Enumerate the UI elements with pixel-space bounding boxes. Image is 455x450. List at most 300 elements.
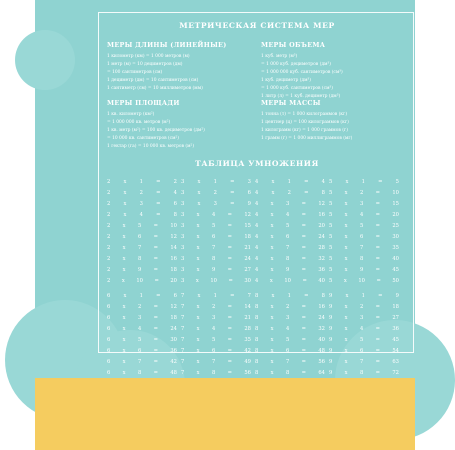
multiplication-row bbox=[329, 337, 399, 348]
times-sign: x bbox=[122, 315, 126, 321]
mass-section bbox=[261, 99, 406, 143]
multiplier: 4 bbox=[211, 212, 216, 218]
multiplication-row bbox=[255, 245, 325, 256]
multiplicand: 5 bbox=[329, 256, 333, 262]
multiplication-row bbox=[329, 201, 399, 212]
product: 36 bbox=[170, 348, 177, 354]
multiplier: 3 bbox=[285, 201, 290, 207]
equals-sign: = bbox=[227, 326, 232, 332]
multiplier: 6 bbox=[359, 348, 364, 354]
multiplicand: 9 bbox=[329, 370, 333, 376]
product: 72 bbox=[392, 370, 399, 376]
multiplier: 3 bbox=[213, 201, 217, 207]
product: 16 bbox=[318, 304, 325, 310]
times-sign: x bbox=[270, 245, 274, 251]
product: 30 bbox=[392, 234, 399, 240]
multiplier: 6 bbox=[285, 234, 290, 240]
times-sign: x bbox=[345, 179, 349, 185]
product: 36 bbox=[392, 326, 399, 332]
multiplier: 6 bbox=[211, 348, 216, 354]
multiplier: 4 bbox=[359, 326, 364, 332]
multiplication-row bbox=[107, 179, 177, 190]
multiplicand: 5 bbox=[329, 267, 333, 273]
multiplicand: 4 bbox=[255, 267, 259, 273]
multiplier: 8 bbox=[137, 256, 142, 262]
area-line: 1 кв. километр (км²) bbox=[107, 112, 155, 117]
multiplicand: 5 bbox=[329, 234, 333, 240]
area-line: 1 кв. метр (м²) = 100 кв. дециметров (дм²) bbox=[107, 128, 205, 133]
multiplicand: 4 bbox=[255, 201, 259, 207]
multiplicand: 9 bbox=[329, 337, 333, 343]
cover-bottom-band bbox=[35, 378, 415, 450]
multiplier: 5 bbox=[359, 223, 364, 229]
multiplier: 2 bbox=[359, 190, 364, 196]
multiplication-row bbox=[255, 278, 325, 289]
product: 2 bbox=[173, 179, 177, 185]
equals-sign: = bbox=[227, 304, 232, 310]
multiplier: 8 bbox=[211, 256, 216, 262]
product: 35 bbox=[392, 245, 399, 251]
equals-sign: = bbox=[154, 278, 159, 284]
times-sign: x bbox=[196, 256, 200, 262]
equals-sign: = bbox=[375, 223, 380, 229]
multiplier: 6 bbox=[137, 234, 142, 240]
multiplication-row bbox=[255, 348, 325, 359]
multiplicand: 7 bbox=[181, 348, 185, 354]
multiplier: 1 bbox=[139, 293, 143, 299]
times-sign: x bbox=[270, 201, 274, 207]
product: 7 bbox=[247, 293, 251, 299]
times-sign: x bbox=[271, 190, 275, 196]
multiplicand: 5 bbox=[329, 190, 333, 196]
multiplier: 7 bbox=[359, 245, 364, 251]
multiplication-row bbox=[181, 223, 251, 234]
equals-sign: = bbox=[227, 348, 232, 354]
times-sign: x bbox=[344, 326, 348, 332]
times-sign: x bbox=[123, 179, 127, 185]
times-sign: x bbox=[122, 370, 126, 376]
multiplier: 6 bbox=[211, 234, 216, 240]
multiplier: 1 bbox=[361, 293, 365, 299]
product: 24 bbox=[244, 256, 251, 262]
times-sign: x bbox=[196, 223, 200, 229]
times-sign: x bbox=[270, 212, 274, 218]
multiplier: 5 bbox=[285, 223, 290, 229]
product: 24 bbox=[318, 315, 325, 321]
equals-sign: = bbox=[227, 234, 232, 240]
product: 9 bbox=[247, 201, 251, 207]
volume-section bbox=[261, 41, 406, 101]
equals-sign: = bbox=[301, 245, 306, 251]
product: 8 bbox=[173, 212, 177, 218]
product: 14 bbox=[244, 304, 251, 310]
product: 30 bbox=[244, 278, 251, 284]
decorative-bubble bbox=[15, 30, 75, 90]
multiplication-row bbox=[255, 190, 325, 201]
equals-sign: = bbox=[227, 337, 232, 343]
product: 4 bbox=[173, 190, 177, 196]
times-sign: x bbox=[197, 179, 201, 185]
multiplication-row bbox=[255, 304, 325, 315]
volume-line: 1 куб. метр (м³) bbox=[261, 54, 298, 59]
length-line: 1 сантиметр (см) = 10 миллиметров (мм) bbox=[107, 86, 203, 91]
mass-line: 1 килограмм (кг) = 1 000 граммов (г) bbox=[261, 128, 348, 133]
multiplication-row bbox=[107, 212, 177, 223]
product: 6 bbox=[247, 190, 251, 196]
multiplication-row bbox=[107, 348, 177, 359]
equals-sign: = bbox=[304, 179, 309, 185]
multiplicand: 4 bbox=[255, 223, 259, 229]
multiplication-row bbox=[181, 337, 251, 348]
product: 4 bbox=[321, 179, 325, 185]
multiplier: 8 bbox=[137, 370, 142, 376]
multiplier: 7 bbox=[211, 245, 216, 251]
multiplicand: 4 bbox=[255, 245, 259, 251]
equals-sign: = bbox=[153, 326, 158, 332]
multiplicand: 2 bbox=[107, 278, 111, 284]
multiplicand: 6 bbox=[107, 337, 111, 343]
volume-line: 1 куб. дециметр (дм³) bbox=[261, 78, 311, 83]
multiplication-row bbox=[255, 293, 325, 304]
product: 45 bbox=[392, 267, 399, 273]
equals-sign: = bbox=[227, 245, 232, 251]
multiplication-row bbox=[181, 348, 251, 359]
equals-sign: = bbox=[230, 201, 235, 207]
multiplier: 2 bbox=[139, 190, 143, 196]
equals-sign: = bbox=[301, 315, 306, 321]
multiplication-row bbox=[329, 256, 399, 267]
equals-sign: = bbox=[375, 337, 380, 343]
multiplier: 8 bbox=[211, 370, 216, 376]
product: 48 bbox=[170, 370, 177, 376]
equals-sign: = bbox=[153, 245, 158, 251]
times-sign: x bbox=[344, 267, 348, 273]
equals-sign: = bbox=[228, 278, 233, 284]
equals-sign: = bbox=[153, 337, 158, 343]
product: 36 bbox=[318, 267, 325, 273]
product: 30 bbox=[170, 337, 177, 343]
multiplicand: 2 bbox=[107, 267, 111, 273]
product: 20 bbox=[318, 223, 325, 229]
equals-sign: = bbox=[156, 190, 161, 196]
metric-title: МЕТРИЧЕСКАЯ СИСТЕМА МЕР bbox=[179, 21, 335, 30]
times-sign: x bbox=[344, 359, 348, 365]
times-sign: x bbox=[196, 245, 200, 251]
times-sign: x bbox=[271, 293, 275, 299]
multiplication-row bbox=[107, 256, 177, 267]
times-sign: x bbox=[270, 223, 274, 229]
multiplicand: 9 bbox=[329, 304, 333, 310]
multiplicand: 4 bbox=[255, 212, 259, 218]
multiplier: 9 bbox=[359, 267, 364, 273]
multiplier: 7 bbox=[137, 245, 142, 251]
product: 16 bbox=[170, 256, 177, 262]
equals-sign: = bbox=[375, 212, 380, 218]
equals-sign: = bbox=[156, 293, 161, 299]
equals-sign: = bbox=[156, 179, 161, 185]
product: 8 bbox=[321, 293, 325, 299]
multiplicand: 4 bbox=[255, 234, 259, 240]
product: 42 bbox=[244, 348, 251, 354]
multiplier: 10 bbox=[358, 278, 365, 284]
multiplicand: 4 bbox=[255, 179, 259, 185]
product: 18 bbox=[392, 304, 399, 310]
product: 21 bbox=[244, 245, 251, 251]
multiplier: 1 bbox=[361, 179, 365, 185]
multiplier: 7 bbox=[285, 359, 290, 365]
multiplicand: 9 bbox=[329, 326, 333, 332]
times-sign: x bbox=[123, 212, 127, 218]
product: 20 bbox=[392, 212, 399, 218]
equals-sign: = bbox=[375, 315, 380, 321]
equals-sign: = bbox=[304, 293, 309, 299]
product: 8 bbox=[321, 190, 325, 196]
multiplication-row bbox=[181, 190, 251, 201]
multiplicand: 6 bbox=[107, 370, 111, 376]
area-line: 1 гектар (га) = 10 000 кв. метров (м²) bbox=[107, 144, 195, 149]
multiplication-row bbox=[255, 223, 325, 234]
equals-sign: = bbox=[227, 223, 232, 229]
multiplier: 4 bbox=[139, 212, 143, 218]
equals-sign: = bbox=[301, 234, 306, 240]
multiplier: 2 bbox=[285, 304, 290, 310]
equals-sign: = bbox=[153, 359, 158, 365]
times-sign: x bbox=[344, 245, 348, 251]
multiplication-row bbox=[181, 245, 251, 256]
multiplicand: 3 bbox=[181, 256, 185, 262]
equals-sign: = bbox=[153, 304, 158, 310]
times-sign: x bbox=[270, 326, 274, 332]
multiplier: 2 bbox=[211, 304, 216, 310]
multiplication-row bbox=[107, 326, 177, 337]
multiplier: 1 bbox=[213, 293, 217, 299]
multiplication-row bbox=[329, 359, 399, 370]
product: 28 bbox=[244, 326, 251, 332]
multiplicand: 2 bbox=[107, 234, 111, 240]
multiplication-row bbox=[181, 278, 251, 289]
product: 25 bbox=[392, 223, 399, 229]
mass-line: 1 грамм (г) = 1 000 миллиграммов (мг) bbox=[261, 136, 353, 141]
product: 20 bbox=[170, 278, 177, 284]
product: 12 bbox=[318, 201, 325, 207]
multiplicand: 5 bbox=[329, 212, 333, 218]
multiplicand: 8 bbox=[255, 293, 259, 299]
equals-sign: = bbox=[375, 234, 380, 240]
product: 24 bbox=[170, 326, 177, 332]
times-sign: x bbox=[270, 337, 274, 343]
times-sign: x bbox=[344, 315, 348, 321]
equals-sign: = bbox=[153, 315, 158, 321]
equals-sign: = bbox=[375, 359, 380, 365]
times-sign: x bbox=[270, 359, 274, 365]
times-sign: x bbox=[270, 315, 274, 321]
times-sign: x bbox=[197, 190, 201, 196]
product: 5 bbox=[395, 179, 399, 185]
product: 50 bbox=[392, 278, 399, 284]
multiplicand: 3 bbox=[181, 223, 185, 229]
area-line: = 1 000 000 кв. метров (м²) bbox=[107, 120, 171, 125]
multiplicand: 2 bbox=[107, 212, 111, 218]
multiplicand: 8 bbox=[255, 337, 259, 343]
product: 64 bbox=[318, 370, 325, 376]
times-sign: x bbox=[344, 212, 348, 218]
times-sign: x bbox=[196, 234, 200, 240]
equals-sign: = bbox=[227, 370, 232, 376]
multiplier: 10 bbox=[210, 278, 217, 284]
multiplier: 9 bbox=[137, 267, 142, 273]
times-sign: x bbox=[122, 337, 126, 343]
product: 63 bbox=[392, 359, 399, 365]
equals-sign: = bbox=[230, 293, 235, 299]
times-sign: x bbox=[344, 223, 348, 229]
multiplication-row bbox=[329, 278, 399, 289]
equals-sign: = bbox=[375, 370, 380, 376]
multiplication-row bbox=[181, 256, 251, 267]
multiplication-row bbox=[329, 315, 399, 326]
times-sign: x bbox=[122, 348, 126, 354]
multiplier: 7 bbox=[359, 359, 364, 365]
multiplier: 3 bbox=[139, 201, 143, 207]
multiplication-row bbox=[329, 223, 399, 234]
multiplier: 8 bbox=[285, 370, 290, 376]
product: 56 bbox=[318, 359, 325, 365]
multiplication-row bbox=[329, 190, 399, 201]
multiplier: 4 bbox=[285, 326, 290, 332]
times-sign: x bbox=[344, 201, 348, 207]
volume-heading: МЕРЫ ОБЪЕМА bbox=[261, 41, 326, 49]
product: 3 bbox=[247, 179, 251, 185]
product: 10 bbox=[170, 223, 177, 229]
equals-sign: = bbox=[230, 190, 235, 196]
multiplication-row bbox=[107, 201, 177, 212]
product: 48 bbox=[318, 348, 325, 354]
times-sign: x bbox=[270, 234, 274, 240]
length-line: 1 метр (м) = 10 дециметров (дм) bbox=[107, 62, 183, 67]
multiplier: 1 bbox=[287, 293, 291, 299]
equals-sign: = bbox=[375, 245, 380, 251]
multiplier: 2 bbox=[137, 304, 142, 310]
product: 32 bbox=[318, 326, 325, 332]
multiplication-column-5 bbox=[329, 179, 399, 289]
product: 40 bbox=[318, 278, 325, 284]
multiplicand: 9 bbox=[329, 293, 333, 299]
equals-sign: = bbox=[301, 201, 306, 207]
multiplier: 7 bbox=[137, 359, 142, 365]
multiplicand: 4 bbox=[255, 256, 259, 262]
multiplier: 9 bbox=[211, 267, 216, 273]
equals-sign: = bbox=[375, 267, 380, 273]
multiplicand: 6 bbox=[107, 315, 111, 321]
mass-line: 1 центнер (ц) = 100 килограммов (кг) bbox=[261, 120, 349, 125]
notebook-cover bbox=[35, 0, 415, 450]
equals-sign: = bbox=[378, 179, 383, 185]
multiplier: 8 bbox=[359, 370, 364, 376]
multiplicand: 8 bbox=[255, 359, 259, 365]
multiplication-row bbox=[107, 315, 177, 326]
equals-sign: = bbox=[227, 212, 232, 218]
multiplication-row bbox=[181, 326, 251, 337]
cover-top-panel bbox=[35, 0, 415, 378]
multiplier: 1 bbox=[139, 179, 143, 185]
equals-sign: = bbox=[301, 212, 306, 218]
multiplication-row bbox=[329, 293, 399, 304]
equals-sign: = bbox=[301, 223, 306, 229]
multiplication-row bbox=[181, 293, 251, 304]
multiplicand: 3 bbox=[181, 234, 185, 240]
multiplicand: 2 bbox=[107, 201, 111, 207]
times-sign: x bbox=[123, 190, 127, 196]
multiplicand: 5 bbox=[329, 179, 333, 185]
product: 49 bbox=[244, 359, 251, 365]
product: 12 bbox=[170, 234, 177, 240]
length-line: 1 дециметр (дм) = 10 сантиметров (см) bbox=[107, 78, 199, 83]
volume-line: = 1 000 куб. сантиметров (см³) bbox=[261, 86, 333, 91]
equals-sign: = bbox=[156, 212, 161, 218]
multiplication-row bbox=[181, 267, 251, 278]
times-sign: x bbox=[270, 304, 274, 310]
equals-sign: = bbox=[153, 223, 158, 229]
product: 21 bbox=[244, 315, 251, 321]
multiplicand: 7 bbox=[181, 304, 185, 310]
times-sign: x bbox=[196, 348, 200, 354]
mass-heading: МЕРЫ МАССЫ bbox=[261, 99, 321, 107]
length-section bbox=[107, 41, 252, 93]
multiplication-row bbox=[255, 212, 325, 223]
length-heading: МЕРЫ ДЛИНЫ (ЛИНЕЙНЫЕ) bbox=[107, 41, 227, 49]
times-sign: x bbox=[344, 370, 348, 376]
multiplication-row bbox=[107, 278, 177, 289]
multiplicand: 5 bbox=[329, 201, 333, 207]
multiplier: 5 bbox=[137, 337, 142, 343]
multiplication-row bbox=[329, 304, 399, 315]
times-sign: x bbox=[197, 201, 201, 207]
multiplicand: 3 bbox=[181, 201, 185, 207]
equals-sign: = bbox=[227, 359, 232, 365]
equals-sign: = bbox=[230, 179, 235, 185]
equals-sign: = bbox=[301, 267, 306, 273]
area-heading: МЕРЫ ПЛОЩАДИ bbox=[107, 99, 180, 107]
multiplier: 5 bbox=[285, 337, 290, 343]
multiplication-row bbox=[107, 359, 177, 370]
multiplicand: 7 bbox=[181, 315, 185, 321]
multiplicand: 5 bbox=[329, 278, 333, 284]
multiplication-row bbox=[107, 267, 177, 278]
product: 6 bbox=[173, 201, 177, 207]
equals-sign: = bbox=[375, 190, 380, 196]
equals-sign: = bbox=[375, 304, 380, 310]
product: 18 bbox=[170, 267, 177, 273]
product: 27 bbox=[392, 315, 399, 321]
multiplier: 6 bbox=[285, 348, 290, 354]
multiplicand: 3 bbox=[181, 267, 185, 273]
multiplication-row bbox=[107, 293, 177, 304]
product: 56 bbox=[244, 370, 251, 376]
multiplier: 4 bbox=[137, 326, 142, 332]
area-line: = 10 000 кв. сантиметров (см²) bbox=[107, 136, 180, 141]
product: 28 bbox=[318, 245, 325, 251]
multiplication-column-3 bbox=[181, 179, 251, 289]
multiplier: 8 bbox=[359, 256, 364, 262]
multiplier: 3 bbox=[137, 315, 142, 321]
multiplicand: 2 bbox=[107, 223, 111, 229]
multiplicand: 7 bbox=[181, 326, 185, 332]
multiplier: 1 bbox=[213, 179, 217, 185]
multiplicand: 2 bbox=[107, 190, 111, 196]
multiplication-row bbox=[107, 245, 177, 256]
equals-sign: = bbox=[227, 315, 232, 321]
times-sign: x bbox=[123, 293, 127, 299]
multiplier: 9 bbox=[285, 267, 290, 273]
